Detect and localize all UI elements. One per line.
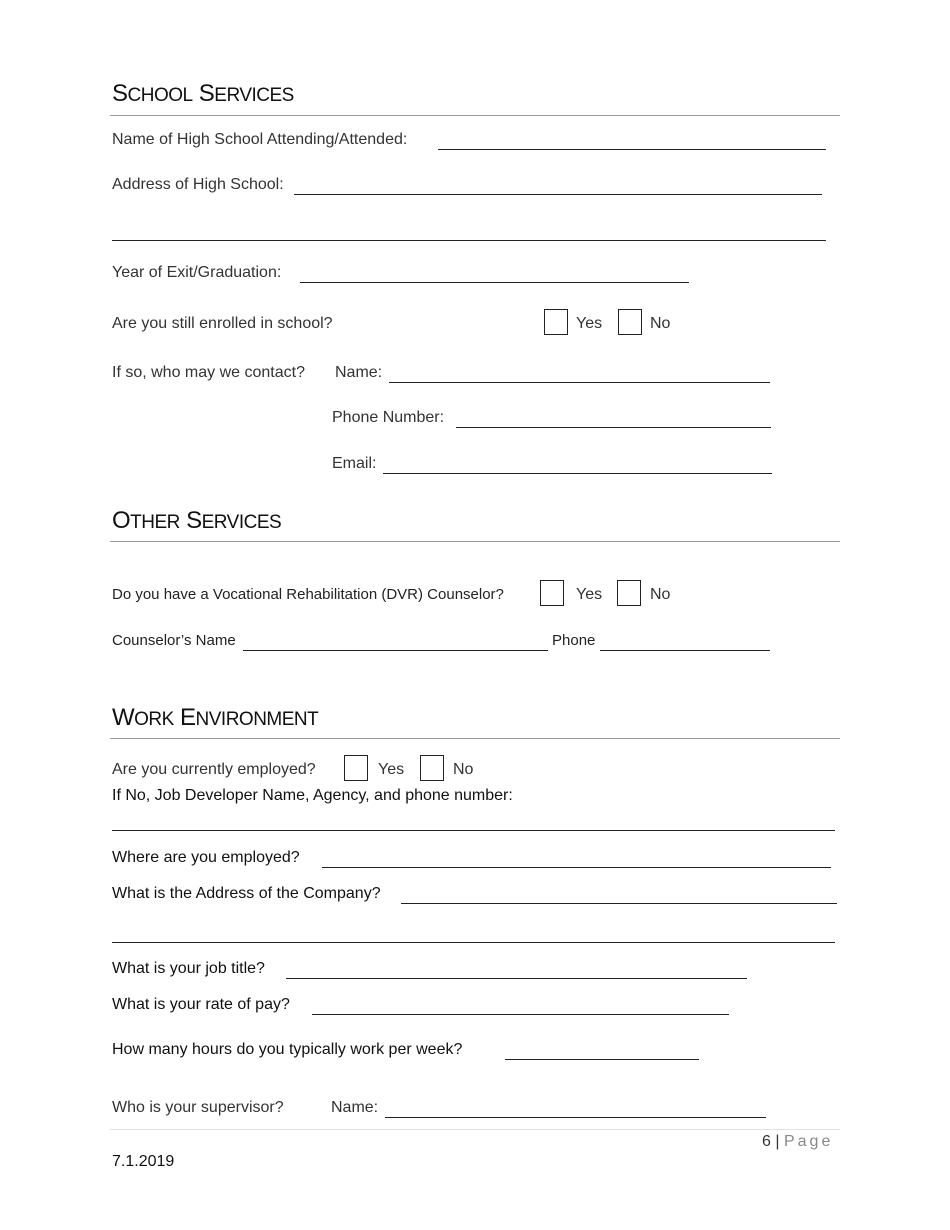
employed-yes-checkbox[interactable] [344,755,368,781]
counselor-phone-field[interactable] [600,650,770,651]
high-school-name-field[interactable] [438,149,826,150]
dvr-no-label: No [650,586,671,603]
section-divider [110,115,840,116]
school-services-heading: SCHOOL SERVICES [112,80,294,107]
footer-date: 7.1.2019 [112,1153,175,1170]
dvr-yes-checkbox[interactable] [540,580,564,606]
where-employed-label: Where are you employed? [112,849,300,866]
high-school-address-field[interactable] [294,194,822,195]
contact-name-label: Name: [335,364,383,381]
supervisor-name-label: Name: [331,1099,379,1116]
job-developer-label: If No, Job Developer Name, Agency, and phone number: [112,787,513,804]
job-title-label: What is your job title? [112,960,265,977]
job-title-field[interactable] [286,978,747,979]
page-number: 6 [762,1133,771,1150]
high-school-name-label: Name of High School Attending/Attended: [112,131,408,148]
contact-email-field[interactable] [383,473,772,474]
hours-per-week-field[interactable] [505,1059,699,1060]
contact-question-label: If so, who may we contact? [112,364,305,381]
work-environment-heading: WORK ENVIRONMENT [112,704,319,731]
footer-divider [110,1129,840,1130]
rate-of-pay-label: What is your rate of pay? [112,996,290,1013]
where-employed-field[interactable] [322,867,831,868]
currently-employed-label: Are you currently employed? [112,761,316,778]
other-services-heading: OTHER SERVICES [112,507,282,534]
contact-name-field[interactable] [389,382,770,383]
dvr-yes-label: Yes [576,586,603,603]
employed-no-checkbox[interactable] [420,755,444,781]
company-address-field[interactable] [401,903,837,904]
year-of-exit-label: Year of Exit/Graduation: [112,264,282,281]
contact-phone-field[interactable] [456,427,771,428]
counselor-name-field[interactable] [243,650,548,651]
supervisor-name-field[interactable] [385,1117,766,1118]
contact-email-label: Email: [332,455,377,472]
enrolled-no-checkbox[interactable] [618,309,642,335]
enrolled-yes-checkbox[interactable] [544,309,568,335]
employed-yes-label: Yes [378,761,405,778]
supervisor-label: Who is your supervisor? [112,1099,284,1116]
contact-phone-label: Phone Number: [332,409,445,426]
company-address-field-line2[interactable] [112,942,835,943]
enrolled-yes-label: Yes [576,315,603,332]
hours-per-week-label: How many hours do you typically work per week? [112,1041,463,1058]
section-divider [110,541,840,542]
company-address-label: What is the Address of the Company? [112,885,381,902]
high-school-address-label: Address of High School: [112,176,284,193]
dvr-counselor-label: Do you have a Vocational Rehabilitation (DVR) Counselor? [112,586,504,603]
page-separator: | [775,1133,780,1150]
counselor-name-label: Counselor’s Name [112,632,236,649]
section-divider [110,738,840,739]
year-of-exit-field[interactable] [300,282,689,283]
rate-of-pay-field[interactable] [312,1014,729,1015]
page-indicator [762,1133,833,1151]
still-enrolled-label: Are you still enrolled in school? [112,315,333,332]
dvr-no-checkbox[interactable] [617,580,641,606]
enrolled-no-label: No [650,315,671,332]
job-developer-field[interactable] [112,830,835,831]
page-word: Page [783,1133,834,1150]
employed-no-label: No [453,761,474,778]
high-school-address-field-line2[interactable] [112,240,826,241]
counselor-phone-label: Phone [552,632,596,649]
